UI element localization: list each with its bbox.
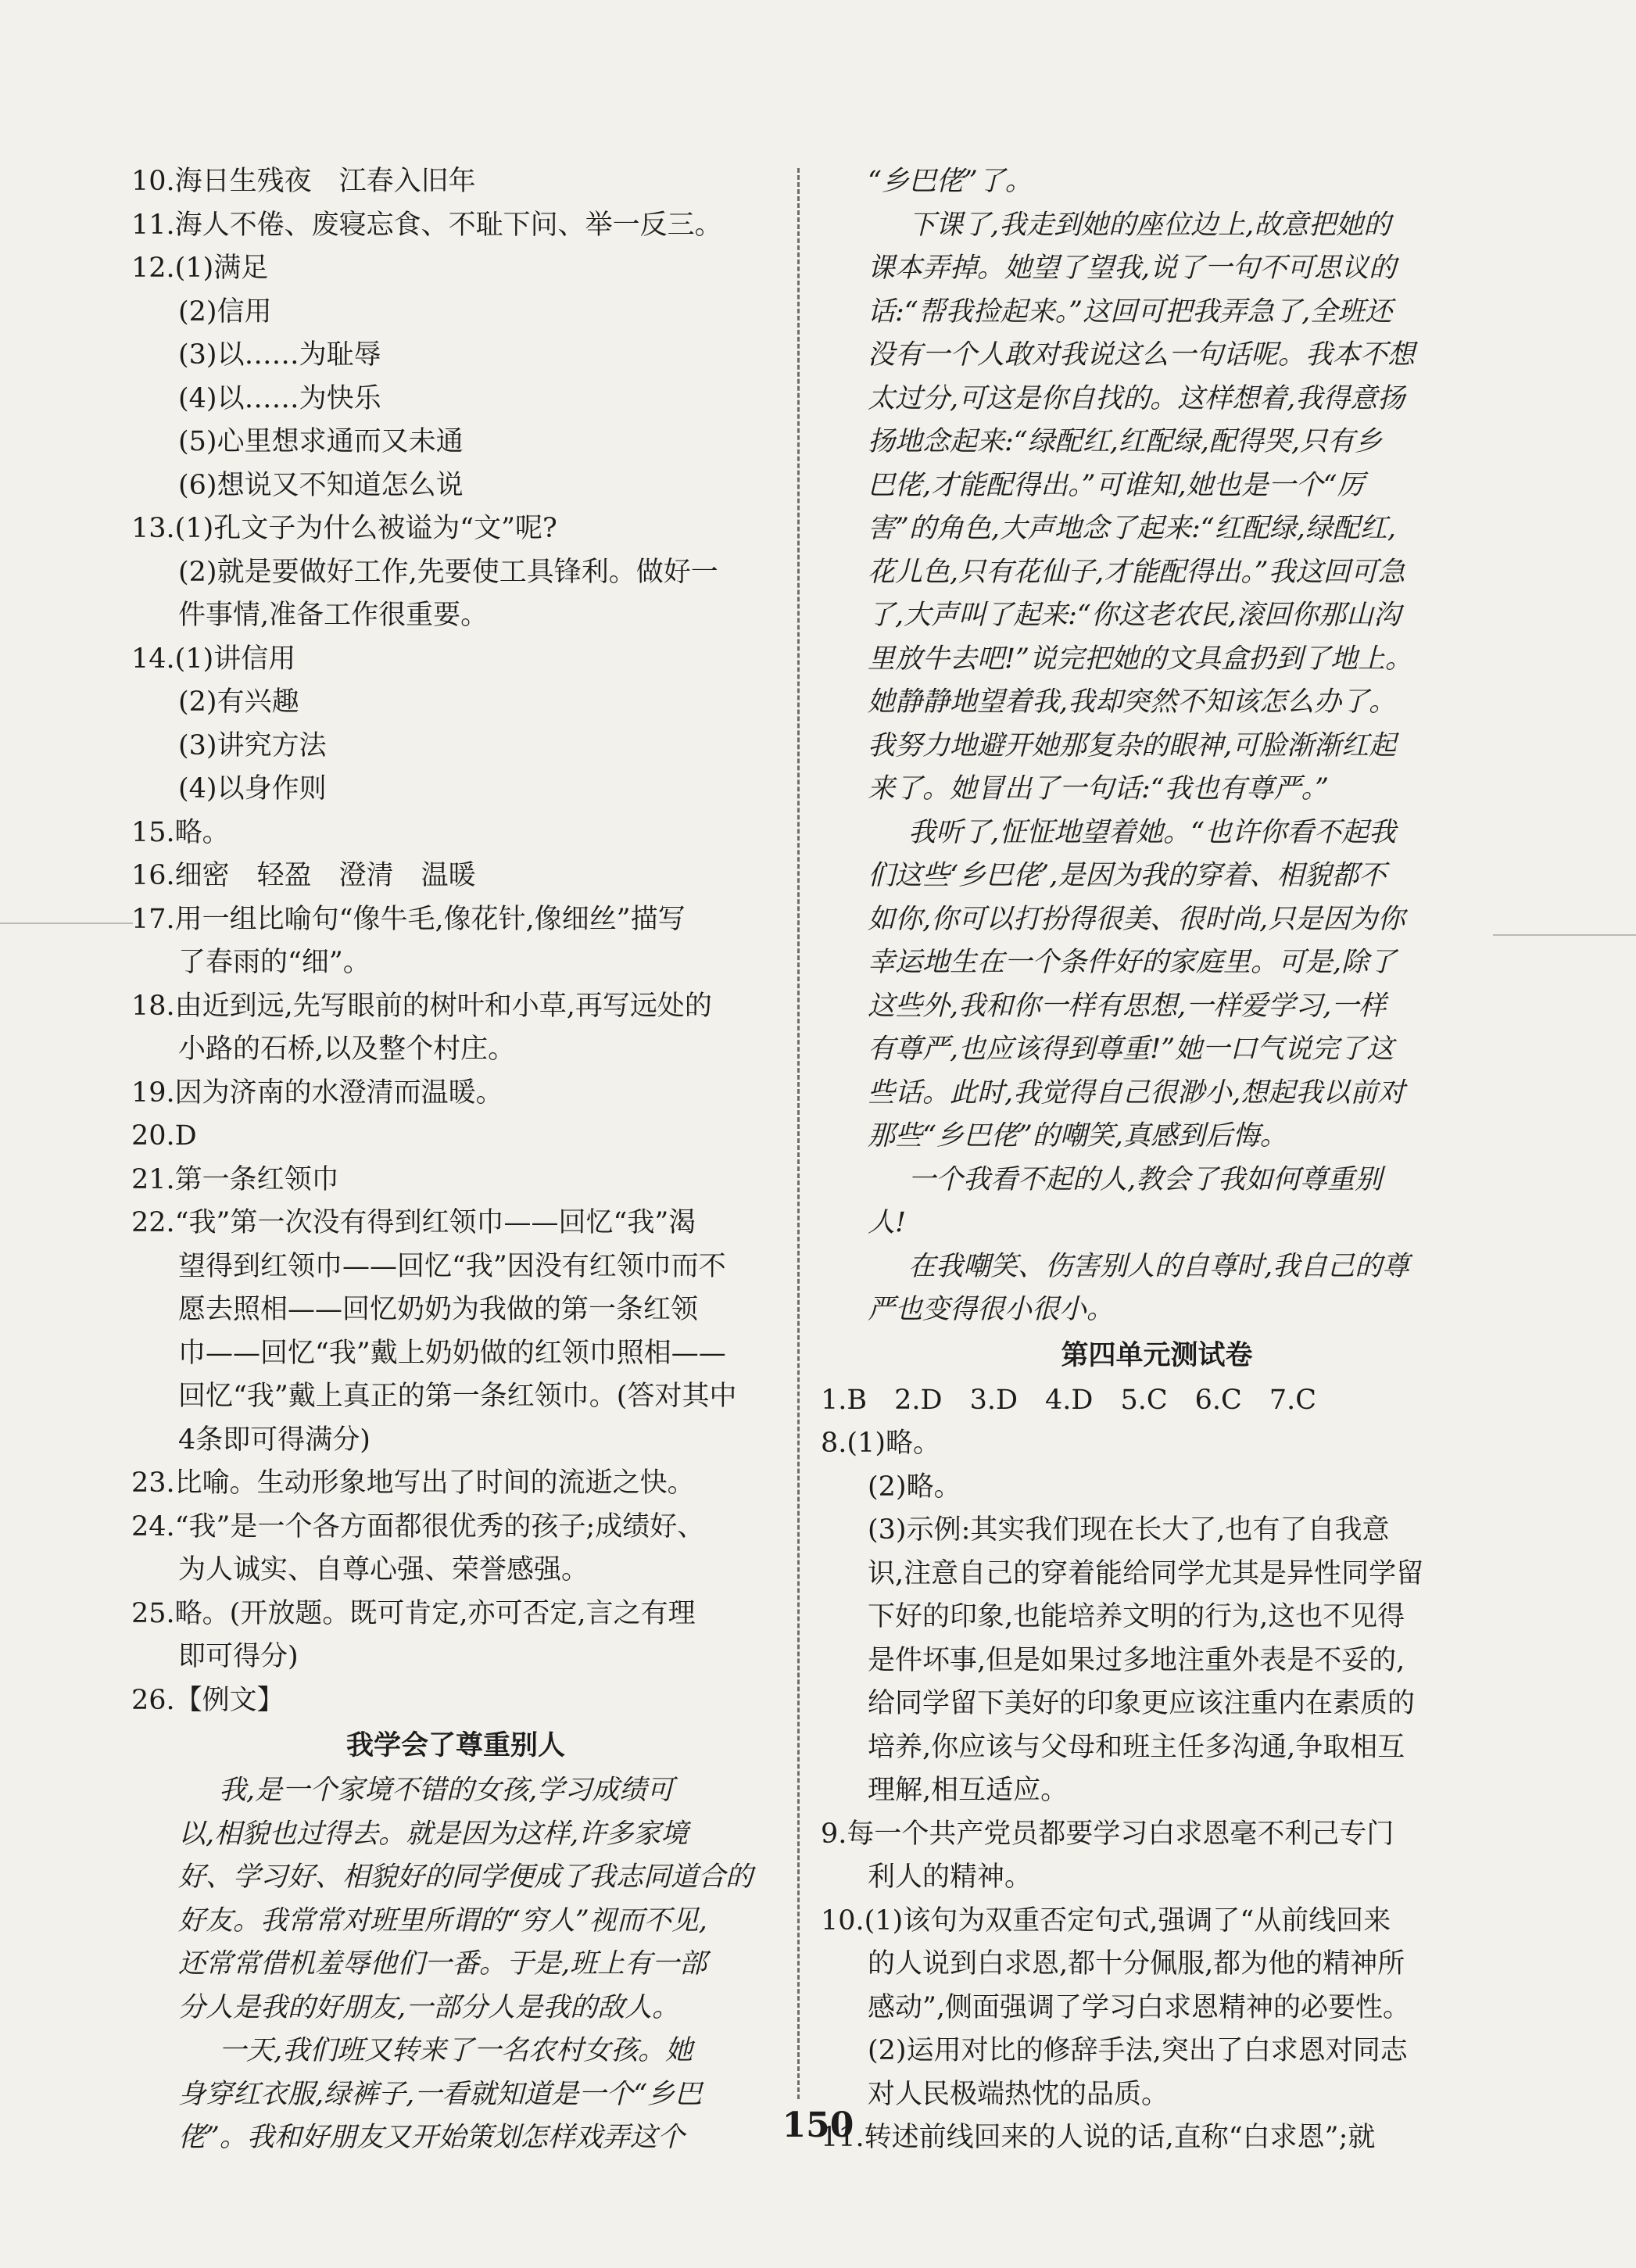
text-line: 们这些‘乡巴佬’,是因为我的穿着、相貌都不: [868, 860, 1387, 891]
text-line: 好、学习好、相貌好的同学便成了我志同道合的: [178, 1861, 754, 1893]
left-column: [131, 160, 780, 2160]
text-line: 是件坏事,但是如果过多地注重外表是不妥的,: [868, 1644, 1405, 1676]
text-line: 24.“我”是一个各方面都很优秀的孩子;成绩好、: [131, 1510, 705, 1542]
scan-line: [1493, 934, 1636, 936]
text-line: 扬地念起来:“绿配红,红配绿,配得哭,只有乡: [868, 426, 1383, 457]
text-line: 识,注意自己的穿着能给同学尤其是异性同学留: [868, 1557, 1424, 1589]
page-number: 150: [782, 2105, 854, 2145]
text-line: 我,是一个家境不错的女孩,学习成绩可: [219, 1775, 675, 1806]
text-line: 为人诚实、自尊心强、荣誉感强。: [178, 1554, 589, 1585]
text-line: 花儿色,只有花仙子,才能配得出。”我这回可急: [868, 556, 1405, 588]
text-line: 一天,我们班又转来了一名农村女孩。她: [219, 2035, 693, 2066]
text-line: 望得到红领巾——回忆“我”因没有红领巾而不: [178, 1250, 726, 1282]
text-line: 太过分,可这是你自找的。这样想着,我得意扬: [868, 382, 1405, 414]
text-line: 25.略。(开放题。既可肯定,亦可否定,言之有理: [131, 1597, 696, 1629]
text-line: (2)运用对比的修辞手法,突出了白求恩对同志: [868, 2035, 1408, 2066]
text-line: 了春雨的“细”。: [178, 947, 371, 978]
text-line: 下课了,我走到她的座位边上,故意把她的: [908, 209, 1391, 241]
text-line: 8.(1)略。: [821, 1428, 940, 1459]
text-line: 身穿红衣服,绿裤子,一看就知道是一个“乡巴: [178, 2078, 703, 2110]
text-line: 来了。她冒出了一句话:“我也有尊严。”: [868, 773, 1330, 804]
text-line: 还常常借机羞辱他们一番。于是,班上有一部: [178, 1948, 707, 1980]
text-line: 那些“乡巴佬”的嘲笑,真感到后悔。: [868, 1120, 1287, 1152]
text-line: 11.转述前线回来的人说的话,直称“白求恩”;就: [821, 2122, 1376, 2153]
text-line: 没有一个人敢对我说这么一句话呢。我本不想: [868, 339, 1416, 371]
text-line: (3)示例:其实我们现在长大了,也有了自我意: [868, 1514, 1390, 1546]
text-line: 愿去照相——回忆奶奶为我做的第一条红领: [178, 1294, 699, 1325]
text-line: 好友。我常常对班里所谓的“穷人”视而不见,: [178, 1904, 707, 1937]
text-line: 幸运地生在一个条件好的家庭里。可是,除了: [868, 947, 1397, 978]
text-line: 如你,你可以打扮得很美、很时尚,只是因为你: [868, 903, 1405, 935]
text-line: “乡巴佬”了。: [868, 166, 1033, 197]
text-line: 这些外,我和你一样有思想,一样爱学习,一样: [868, 990, 1387, 1022]
text-line: 有尊严,也应该得到尊重!”她一口气说完了这: [868, 1034, 1394, 1065]
text-line: (3)讲究方法: [178, 729, 327, 761]
text-line: 分人是我的好朋友,一部分人是我的敌人。: [178, 1991, 680, 2023]
text-line: 理解,相互适应。: [868, 1775, 1069, 1806]
text-line: (2)有兴趣: [178, 686, 299, 718]
text-line: 我听了,怔怔地望着她。“也许你看不起我: [908, 816, 1397, 848]
scan-line: [0, 923, 133, 924]
text-line: 她静静地望着我,我却突然不知该怎么办了。: [868, 686, 1397, 718]
text-line: 我努力地避开她那复杂的眼神,可脸渐渐红起: [868, 729, 1397, 761]
text-line: 4条即可得满分): [178, 1424, 371, 1456]
text-line: 15.略。: [131, 816, 230, 848]
text-line: 16.细密 轻盈 澄清 温暖: [131, 860, 476, 891]
text-line: 14.(1)讲信用: [131, 643, 296, 675]
text-line: 11.海人不倦、废寝忘食、不耻下问、举一反三。: [131, 209, 722, 241]
text-line: (5)心里想求通而又未通: [178, 426, 464, 457]
text-line: (4)以身作则: [178, 773, 327, 804]
text-line: 些话。此时,我觉得自己很渺小,想起我以前对: [868, 1077, 1405, 1109]
text-line: 小路的石桥,以及整个村庄。: [178, 1034, 516, 1065]
text-line: 10.海日生残夜 江春入旧年: [131, 166, 476, 197]
text-line: 害”的角色,大声地念了起来:“红配绿,绿配红,: [868, 513, 1396, 544]
text-line: 的人说到白求恩,都十分佩服,都为他的精神所: [868, 1948, 1405, 1980]
text-line: 严也变得很小很小。: [868, 1294, 1115, 1325]
text-line: 17.用一组比喻句“像牛毛,像花针,像细丝”描写: [131, 903, 686, 935]
text-line: 话:“帮我捡起来。”这回可把我弄急了,全班还: [868, 296, 1393, 328]
text-line: 感动”,侧面强调了学习白求恩精神的必要性。: [868, 1991, 1411, 2023]
text-line: 20.D: [131, 1120, 197, 1152]
text-line: (2)信用: [178, 296, 272, 328]
text-line: (2)略。: [868, 1471, 961, 1503]
text-line: 了,大声叫了起来:“你这老农民,滚回你那山沟: [868, 600, 1401, 631]
text-line: 9.每一个共产党员都要学习白求恩毫不利己专门: [821, 1818, 1394, 1850]
text-line: 10.(1)该句为双重否定句式,强调了“从前线回来: [821, 1904, 1391, 1937]
text-line: (4)以……为快乐: [178, 382, 381, 414]
text-line: 13.(1)孔文子为什么被谥为“文”呢?: [131, 513, 557, 544]
text-line: 人!: [868, 1207, 907, 1238]
text-line: 回忆“我”戴上真正的第一条红领巾。(答对其中: [178, 1381, 737, 1412]
text-line: (2)就是要做好工作,先要使工具锋利。做好一: [178, 556, 718, 588]
text-line: 一个我看不起的人,教会了我如何尊重别: [908, 1163, 1383, 1195]
text-line: 巾——回忆“我”戴上奶奶做的红领巾照相——: [178, 1337, 726, 1369]
column-divider: [797, 168, 800, 2099]
text-line: 在我嘲笑、伤害别人的自尊时,我自己的尊: [908, 1250, 1410, 1282]
text-line: (6)想说又不知道怎么说: [178, 469, 464, 501]
text-line: 培养,你应该与父母和班主任多沟通,争取相互: [868, 1731, 1405, 1763]
text-line: 对人民极端热忱的品质。: [868, 2078, 1169, 2110]
text-line: 以,相貌也过得去。就是因为这样,许多家境: [178, 1818, 689, 1850]
text-line: 件事情,准备工作很重要。: [178, 600, 489, 631]
section-title: 我学会了尊重别人: [345, 1730, 565, 1761]
text-line: 22.“我”第一次没有得到红领巾——回忆“我”渴: [131, 1207, 696, 1238]
text-line: 即可得分): [178, 1641, 299, 1672]
text-line: 26.【例文】: [131, 1684, 285, 1716]
text-line: 给同学留下美好的印象更应该注重内在素质的: [868, 1688, 1416, 1719]
text-line: 巴佬,才能配得出。”可谁知,她也是一个“厉: [868, 469, 1365, 501]
text-line: 18.由近到远,先写眼前的树叶和小草,再写远处的: [131, 990, 712, 1022]
text-line: 19.因为济南的水澄清而温暖。: [131, 1077, 503, 1109]
text-line: 里放牛去吧!”说完把她的文具盒扔到了地上。: [868, 643, 1412, 675]
text-line: 1.B 2.D 3.D 4.D 5.C 6.C 7.C: [821, 1384, 1316, 1416]
right-column: [821, 160, 1493, 2160]
text-line: 21.第一条红领巾: [131, 1163, 339, 1195]
text-line: (3)以……为耻辱: [178, 339, 381, 371]
text-line: 佬”。我和好朋友又开始策划怎样戏弄这个: [178, 2122, 685, 2153]
text-line: 12.(1)满足: [131, 253, 269, 284]
text-line: 课本弄掉。她望了望我,说了一句不可思议的: [868, 253, 1397, 284]
text-line: 23.比喻。生动形象地写出了时间的流逝之快。: [131, 1467, 695, 1499]
text-line: 利人的精神。: [868, 1861, 1033, 1893]
text-line: 下好的印象,也能培养文明的行为,这也不见得: [868, 1601, 1405, 1632]
section-title: 第四单元测试卷: [1061, 1339, 1253, 1371]
